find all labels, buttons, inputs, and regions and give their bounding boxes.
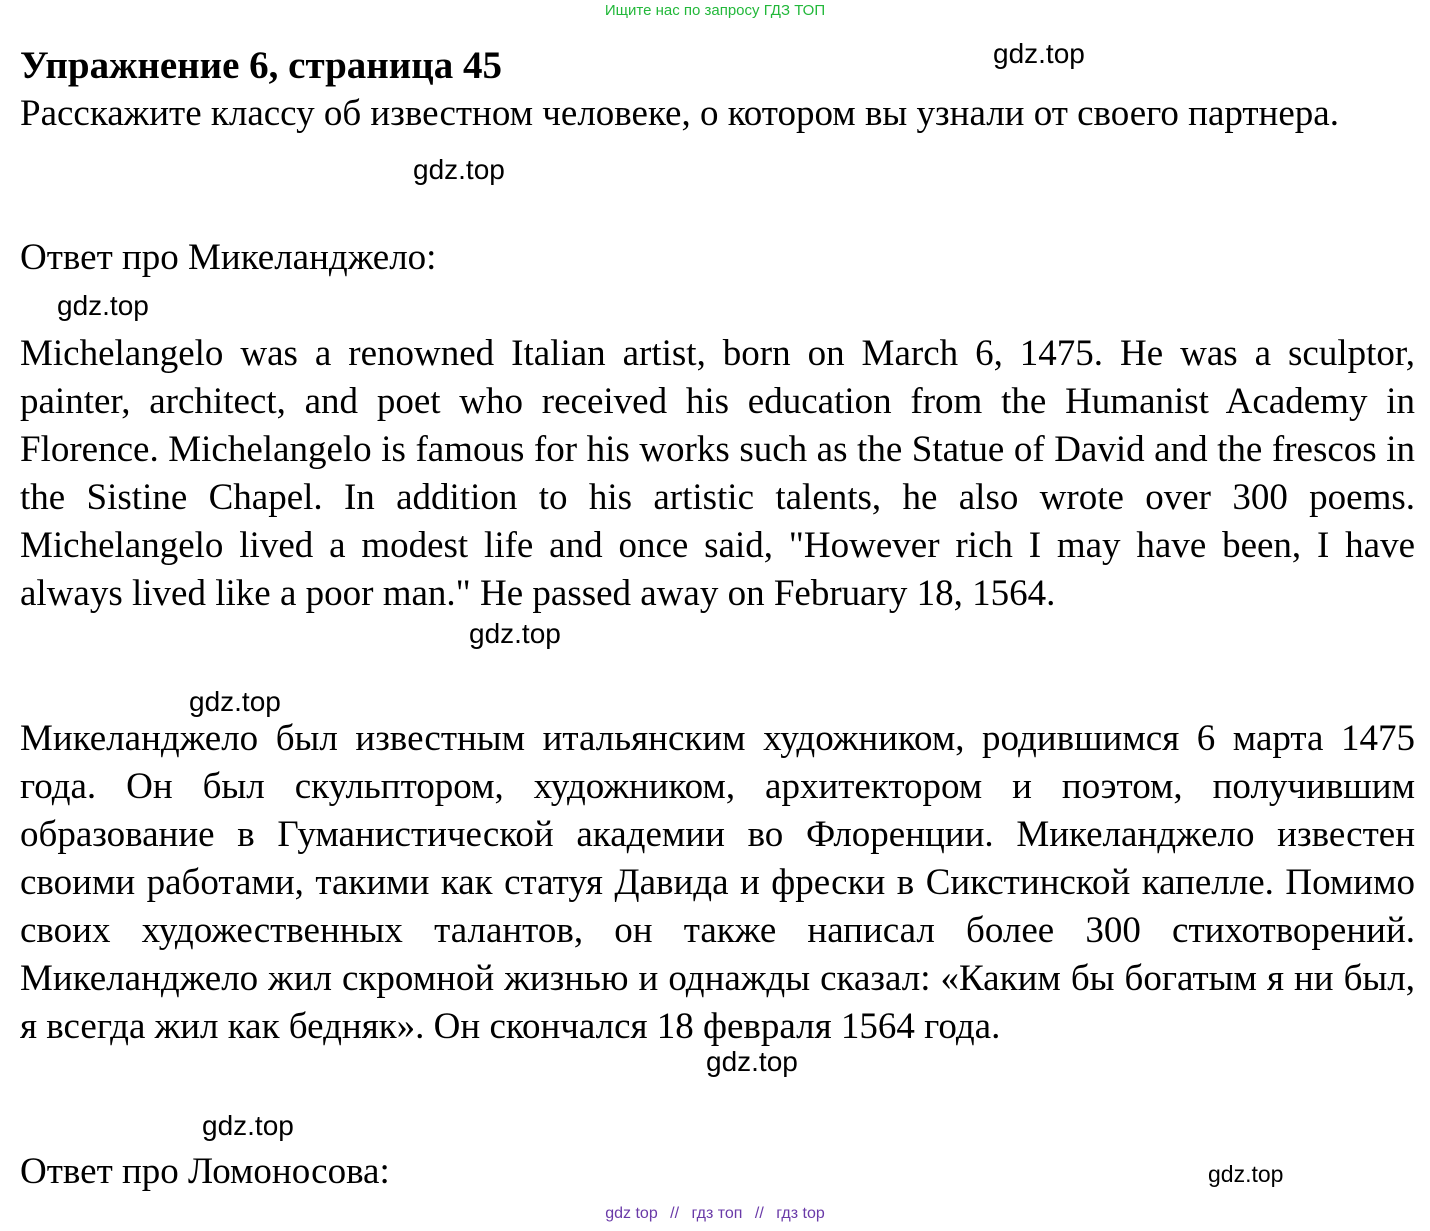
watermark: gdz.top	[706, 1046, 798, 1077]
english-answer-paragraph: Michelangelo was a renowned Italian artist, born on March 6, 1475. He was a sculptor, painter, architect, and poet who received his education from the Humanist Academy in Florence. Michelangelo is famous for his works such as the Statue of David and the frescos in the Sistine Chapel. In addition to his artistic talents, he also wrote over 300 poems. Michelangelo lived a modest life and once said, "However rich I may have been, I have always lived like a poor man." He passed away on February 18, 1564.	[20, 333, 1415, 614]
watermark: gdz.top	[189, 686, 281, 717]
watermark: gdz.top	[57, 290, 149, 321]
watermark: gdz.top	[1208, 1161, 1284, 1187]
footer-separator: //	[754, 1205, 764, 1222]
footer-link-gdz-top-mixed[interactable]: гдз top	[776, 1205, 825, 1222]
answer-heading-lomonosov: Ответ про Ломоносова:	[20, 1151, 390, 1192]
footer-links	[0, 1205, 1430, 1223]
footer-link-gdz-top-ru[interactable]: гдз топ	[691, 1205, 743, 1222]
watermark: gdz.top	[413, 154, 505, 185]
watermark: gdz.top	[469, 618, 561, 649]
answer-heading-michelangelo: Ответ про Микеланджело:	[20, 237, 437, 278]
exercise-title: Упражнение 6, страница 45	[20, 44, 502, 87]
footer-separator: //	[670, 1205, 680, 1222]
task-text: Расскажите классу об известном человеке, о котором вы узнали от своего партнера.	[20, 93, 1339, 134]
watermark: gdz.top	[202, 1110, 294, 1141]
russian-answer-paragraph: Микеланджело был известным итальянским художником, родившимся 6 марта 1475 года. Он был скульптором, художником, архитектором и поэтом, получившим образование в Гуманистической академии во Флоренции. Микеланджело известен своими работами, такими как статуя Давида и фрески в Сикстинской капелле. Помимо своих художественных талантов, он также написал более 300 стихотворений. Микеланджело жил скромной жизнью и однажды сказал: «Каким бы богатым я ни был, я всегда жил как бедняк». Он скончался 18 февраля 1564 года.	[20, 718, 1415, 1047]
top-banner: Ищите нас по запросу ГДЗ ТОП	[604, 2, 826, 19]
footer-link-gdz-top[interactable]: gdz top	[605, 1205, 658, 1222]
watermark: gdz.top	[993, 38, 1085, 69]
